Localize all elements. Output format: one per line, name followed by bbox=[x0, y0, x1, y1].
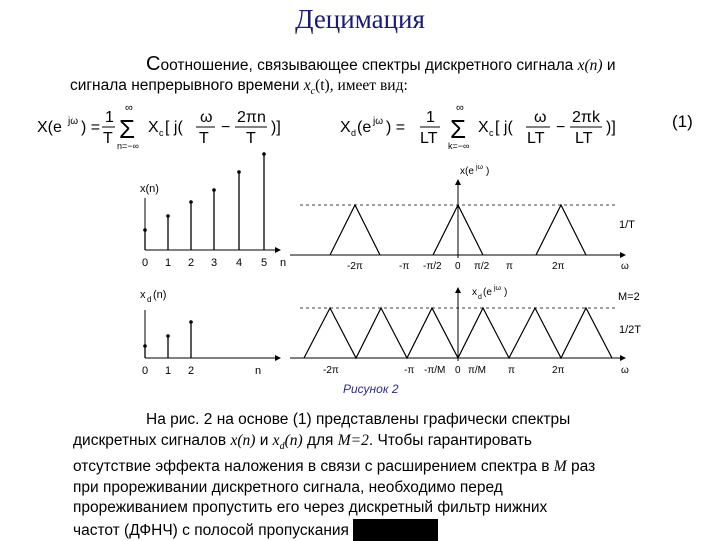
spec1-tick-0: 0 bbox=[455, 261, 461, 272]
f2-bracket-close: )] bbox=[606, 119, 616, 136]
f2-xc-sub: c bbox=[489, 128, 494, 138]
xn-tick-1: 1 bbox=[165, 257, 172, 269]
intro-text-1: оотношение, связывающее спектры дискретного сигнала bbox=[160, 57, 578, 74]
body-line-6 bbox=[73, 519, 713, 541]
body-line-5 bbox=[73, 498, 713, 519]
xdn-sub: d bbox=[147, 295, 152, 304]
f2-frac1-num: 1 bbox=[426, 109, 435, 126]
xn-dot-0 bbox=[143, 228, 147, 232]
f1-sum-bot: n=−∞ bbox=[117, 141, 139, 151]
body-line-1 bbox=[73, 410, 713, 431]
xn-dot-3 bbox=[212, 188, 216, 192]
body-xd-arg: (n) bbox=[284, 431, 303, 449]
spectrum-1-plot bbox=[290, 164, 635, 272]
spec1-tick-pi: π bbox=[506, 261, 513, 272]
f1-frac1-num: 1 bbox=[105, 109, 114, 126]
f1-fb-num: 2πn bbox=[237, 109, 266, 126]
intro-xn: x(n) bbox=[577, 57, 603, 74]
spec1-close: ) bbox=[486, 166, 490, 177]
f1-lhs-close: ) = bbox=[81, 119, 101, 136]
spec2-m: M=2 bbox=[618, 291, 640, 303]
figure-2 bbox=[0, 150, 720, 410]
f2-lhs: X bbox=[340, 119, 351, 136]
f2-fa-den: LT bbox=[527, 130, 545, 147]
spec1-tick-2pi: 2π bbox=[552, 261, 565, 272]
xn-tick-n: n bbox=[280, 257, 287, 269]
spec2-tick-pim: π/M bbox=[468, 365, 487, 376]
f1-fa-den: T bbox=[199, 130, 209, 147]
body-xd-sub: d bbox=[279, 440, 285, 452]
xdn-dot-2 bbox=[189, 320, 193, 324]
f2-lhs-close: ) = bbox=[386, 119, 406, 136]
intro-xct-arg: (t), имеет вид: bbox=[315, 77, 408, 94]
spec1-tick-pi2: π/2 bbox=[474, 261, 490, 272]
spectrum-2-plot bbox=[290, 285, 641, 376]
xn-dot-2 bbox=[189, 200, 193, 204]
redacted-box bbox=[353, 519, 438, 541]
equation-number: (1) bbox=[672, 112, 693, 131]
body-line-2-d: . Чтобы гарантировать bbox=[368, 431, 532, 449]
xdn-tick-1: 1 bbox=[165, 365, 172, 377]
body-line-2-b: и bbox=[255, 431, 273, 449]
xdn-plot bbox=[140, 289, 280, 377]
spec2-sup: jω bbox=[494, 285, 502, 292]
f1-frac1-den: T bbox=[103, 130, 113, 147]
body-paragraph bbox=[73, 410, 713, 541]
body-line-5-text: прореживанием пропустить его через дискретный фильтр нижних bbox=[73, 499, 548, 517]
spec2-close: ) bbox=[504, 287, 508, 298]
intro-xct-sub: c bbox=[310, 86, 316, 98]
xn-tick-0: 0 bbox=[142, 257, 149, 269]
f1-fa-num: ω bbox=[200, 109, 213, 126]
figure-caption: Рисунок 2 bbox=[343, 382, 399, 396]
spec2-label: x bbox=[472, 287, 477, 298]
f2-sigma: Σ bbox=[450, 114, 467, 144]
xn-tick-3: 3 bbox=[211, 257, 218, 269]
spec2-tick-pi: π bbox=[508, 365, 515, 376]
spec1-tick-mpi2: -π/2 bbox=[423, 261, 442, 272]
spec1-triangle-right bbox=[536, 205, 586, 255]
f1-xc-sub: c bbox=[159, 128, 164, 138]
spec1-tick-w: ω bbox=[621, 261, 629, 272]
xn-tick-4: 4 bbox=[236, 257, 243, 269]
f1-lhs-sup: jω bbox=[68, 116, 79, 127]
page-title: Децимация bbox=[295, 4, 425, 34]
f2-bracket-open: [ j( bbox=[495, 119, 513, 136]
xn-tick-2: 2 bbox=[188, 257, 195, 269]
intro-drop-cap: С bbox=[146, 53, 161, 75]
body-line-4 bbox=[73, 478, 713, 499]
spec2-tick-mpim: -π/M bbox=[424, 365, 446, 376]
intro-text-2: сигнала непрерывного времени bbox=[70, 77, 304, 94]
body-line-3 bbox=[73, 457, 713, 478]
spec2-sub: d bbox=[478, 294, 482, 301]
spec1-sup: jω bbox=[476, 164, 484, 171]
xdn-tick-2: 2 bbox=[188, 365, 195, 377]
f2-fa-num: ω bbox=[534, 109, 547, 126]
f2-sum-top: ∞ bbox=[456, 102, 464, 114]
xdn-tick-0: 0 bbox=[142, 365, 149, 377]
spec2-tick-m2pi: -2π bbox=[323, 365, 339, 376]
spec1-triangle-left bbox=[330, 205, 380, 255]
xn-tick-5: 5 bbox=[261, 257, 268, 269]
f2-xc: X bbox=[478, 119, 489, 136]
spec1-label: x(e bbox=[460, 166, 474, 177]
intro-xct: x bbox=[303, 77, 311, 94]
intro-and: и bbox=[602, 57, 616, 74]
spec2-tick-w: ω bbox=[621, 365, 629, 376]
body-line-6-text: частот (ДФНЧ) с полосой пропускания bbox=[73, 521, 349, 539]
f1-xc: X bbox=[148, 119, 159, 136]
body-line-4-text: при прореживании дискретного сигнала, необходимо перед bbox=[73, 478, 503, 496]
f2-fb-num: 2πk bbox=[572, 109, 600, 126]
xdn-arg: (n) bbox=[153, 289, 167, 301]
f2-sum-bot: k=−∞ bbox=[448, 141, 470, 151]
f1-minus: − bbox=[221, 119, 231, 136]
xdn-dot-0 bbox=[143, 344, 147, 348]
xn-dot-5 bbox=[262, 152, 266, 156]
f1-sum-top: ∞ bbox=[125, 102, 133, 114]
xn-dot-4 bbox=[237, 170, 241, 174]
spec1-tick-mpi: -π bbox=[399, 261, 410, 272]
spec2-tick-2pi: 2π bbox=[552, 365, 565, 376]
f2-lhs-sup: jω bbox=[373, 116, 384, 127]
body-xn: x(n) bbox=[230, 431, 256, 449]
body-m: M bbox=[553, 458, 567, 476]
f1-lhs: X(e bbox=[37, 119, 62, 136]
formula-2 bbox=[338, 102, 638, 152]
spec1-level: 1/T bbox=[619, 219, 635, 231]
xdn-dot-1 bbox=[166, 334, 170, 338]
body-line-3-b: раз bbox=[566, 458, 596, 476]
body-line-2-c: для bbox=[302, 431, 338, 449]
f2-fb-den: LT bbox=[575, 130, 593, 147]
xn-dot-1 bbox=[166, 214, 170, 218]
f2-minus: − bbox=[556, 119, 566, 136]
body-m2: M=2 bbox=[337, 431, 369, 449]
body-line-1-text: На рис. 2 на основе (1) представлены графически спектры bbox=[146, 411, 571, 428]
spec2-tick-mpi: -π bbox=[404, 365, 415, 376]
f1-sigma: Σ bbox=[119, 114, 136, 144]
f1-fb-den: T bbox=[246, 130, 256, 147]
spec2-level: 1/2T bbox=[619, 324, 642, 336]
xn-plot bbox=[140, 152, 286, 269]
body-line-2-a: дискретных сигналов bbox=[73, 431, 231, 449]
xdn-tick-n: n bbox=[255, 365, 262, 377]
intro-paragraph bbox=[70, 53, 713, 102]
intro-line-2 bbox=[70, 76, 713, 102]
f1-bracket-close: )] bbox=[271, 119, 281, 136]
body-xd: x bbox=[272, 431, 280, 449]
spec2-arg: (e bbox=[483, 287, 492, 298]
xdn-label: x bbox=[140, 289, 146, 301]
spec1-tick-m2pi: -2π bbox=[347, 261, 363, 272]
f2-frac1-den: LT bbox=[420, 130, 438, 147]
xn-label: x(n) bbox=[140, 183, 159, 195]
spec2-tick-0: 0 bbox=[455, 365, 461, 376]
intro-line-1 bbox=[73, 54, 713, 76]
body-line-2 bbox=[73, 431, 713, 458]
f2-lhs-sub: d bbox=[351, 128, 357, 138]
body-line-3-a: отсутствие эффекта наложения в связи с расширением спектра в bbox=[73, 458, 554, 476]
f1-bracket-open: [ j( bbox=[165, 119, 183, 136]
f2-lhs-arg: (e bbox=[357, 119, 372, 136]
formula-1 bbox=[35, 102, 315, 152]
